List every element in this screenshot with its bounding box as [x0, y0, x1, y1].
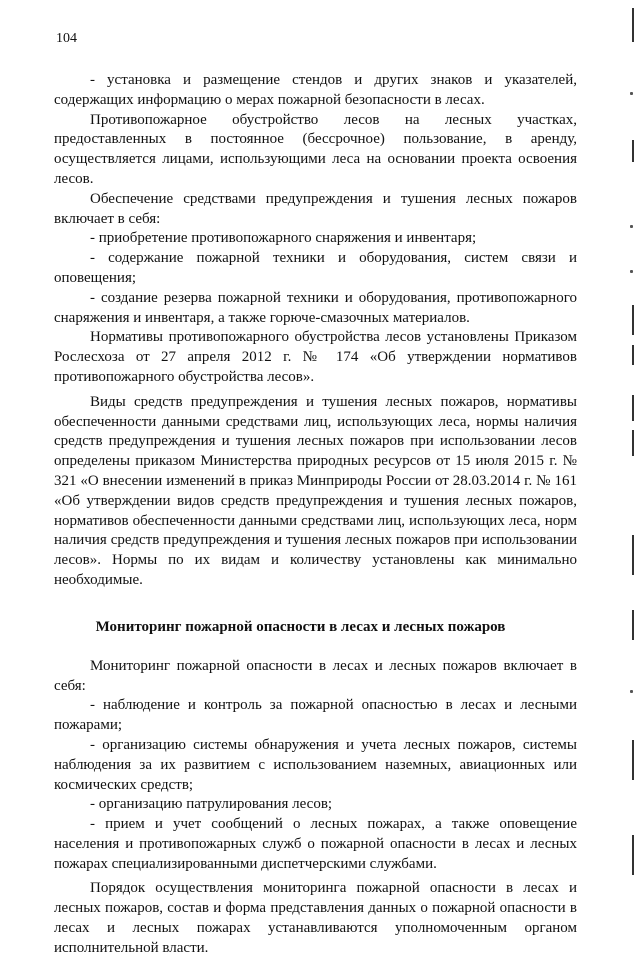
page-body [54, 71, 577, 959]
paragraph: Мониторинг пожарной опасности в лесах и лесных пожаров включает в себя: [54, 657, 577, 694]
paragraph: Обеспечение средствами предупреждения и тушения лесных пожаров включает в себя: [54, 190, 577, 227]
scan-edge-mark [632, 8, 634, 42]
scan-edge-dot [630, 225, 633, 228]
scan-edge-mark [632, 740, 634, 780]
scan-edge-mark [632, 305, 634, 335]
paragraph: - установка и размещение стендов и других знаков и указателей, содержащих информацию о мерах пожарной безопасности в лесах. [54, 72, 577, 108]
section-title: Мониторинг пожарной опасности в лесах и лесных пожаров [95, 618, 506, 635]
paragraph: Порядок осуществления мониторинга пожарной опасности в лесах и лесных пожаров, состав и форма представления данных о пожарной опасности в лесах и лесных пожарах устанавливаются уполномоченным органом исполнительной власти. [54, 880, 577, 956]
scan-edge-mark [632, 610, 634, 640]
paragraph: Нормативы противопожарного обустройства лесов установлены Приказом Рослесхоза от 27 апреля 2012 г. № 174 «Об утверждении нормативов противопожарного обустройства лесов». [54, 329, 577, 385]
paragraph: Виды средств предупреждения и тушения лесных пожаров, нормативы обеспеченности данными средствами лиц, использующих леса, нормы наличия средств предупреждения и тушения лесных пожаров при использовании лесов определены приказом Министерства природных ресурсов от 15 июля 2015 г. № 321 «О внесении изменений в приказ Минприроды России от 28.03.2014 г. № 161 «Об утверждении видов средств предупреждения и тушения лесных пожаров, нормативов обеспеченности данными средствами лиц, использующих леса, норм наличия средств предупреждения и тушения лесных пожаров при использовании лесов». Нормы по их видам и количеству установлены как минимально необходимые. [54, 393, 577, 588]
list-item: - прием и учет сообщений о лесных пожарах, а также оповещение населения и противопожарных служб о пожарной опасности в лесах и лесных пожарах специализированными диспетчерскими службами. [54, 816, 577, 872]
scan-edge-mark [632, 345, 634, 365]
scan-edge-mark [632, 140, 634, 162]
scan-edge-mark [632, 430, 634, 456]
list-item: - наблюдение и контроль за пожарной опасностью в лесах и лесными пожарами; [54, 697, 577, 734]
list-item: - приобретение противопожарного снаряжения и инвентаря; [90, 230, 477, 247]
paragraph: Противопожарное обустройство лесов на лесных участках, предоставленных в постоянное (бессрочное) пользование, в аренду, осуществляется лицами, использующими леса на основании проекта освоения лесов. [54, 111, 577, 187]
list-item: - организацию системы обнаружения и учета лесных пожаров, системы наблюдения за их развитием с использованием наземных, авиационных или космических средств; [54, 736, 577, 793]
list-item: - организацию патрулирования лесов; [90, 796, 333, 813]
list-item: - содержание пожарной техники и оборудования, систем связи и оповещения; [54, 250, 577, 286]
scan-edge-mark [632, 835, 634, 875]
list-item: - создание резерва пожарной техники и оборудования, противопожарного снаряжения и инвентаря, а также горюче-смазочных материалов. [54, 289, 577, 326]
scan-edge-dot [630, 270, 633, 273]
scan-edge-mark [632, 535, 634, 575]
scan-edge-dot [630, 92, 633, 95]
page-number: 104 [56, 31, 77, 46]
scan-edge-dot [630, 690, 633, 693]
scan-edge-mark [632, 395, 634, 421]
